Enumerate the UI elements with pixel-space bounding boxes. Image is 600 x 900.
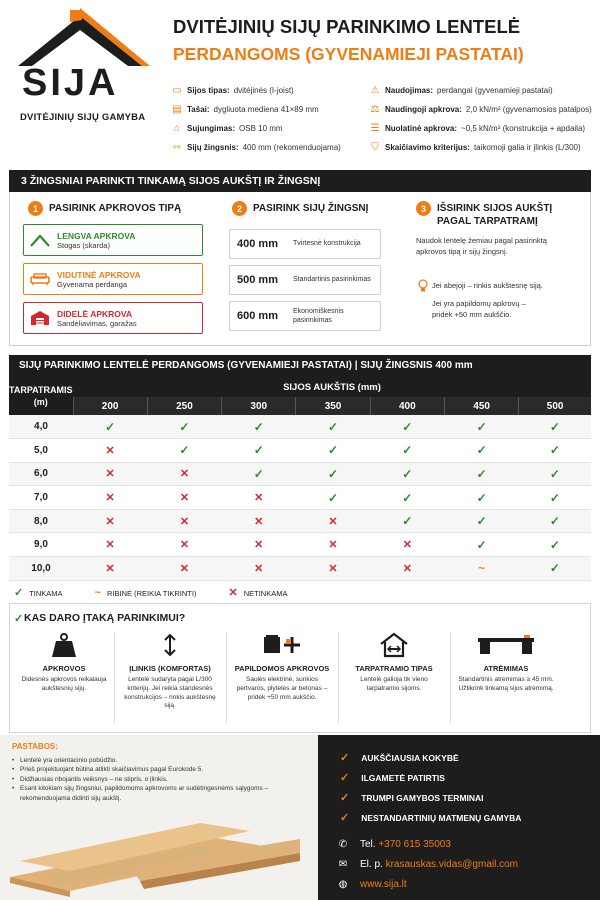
spacing-value: 600 mm: [237, 310, 278, 322]
logo-subtitle: DVITĖJINIŲ SIJŲ GAMYBA: [20, 112, 146, 123]
spec-key: Sijos tipas:: [187, 85, 230, 95]
legend-item-borderline: [95, 587, 197, 599]
check-icon: ✓: [549, 561, 560, 576]
feature-item: [340, 771, 445, 784]
shield-icon: ⛉: [371, 141, 379, 153]
cross-icon: ✕: [328, 539, 338, 552]
check-icon: ✓: [476, 443, 487, 458]
influence-item-text: Didesnės apkrovos reikalauja aukštesnių sijų.: [21, 676, 107, 692]
cross-icon: ✕: [228, 587, 238, 599]
spec-value: dygliuota mediena 41×89 mm: [213, 104, 319, 114]
feature-item: [340, 811, 521, 824]
divider: [114, 632, 115, 724]
load-card-heavy-desc: Sandėliavimas, garažas: [57, 318, 137, 328]
table-cell: [147, 486, 221, 510]
spec-row: [369, 122, 585, 134]
warning-icon: ⚠: [370, 84, 380, 96]
note-item: • Prieš projektuojant būtina atlikti skaičiavimus pagal Eurokode 5.: [12, 765, 312, 774]
influence-item-span-type: [344, 630, 444, 694]
check-icon: ✓: [179, 419, 190, 434]
spec-key: Skaičiavimo kriterijus:: [385, 142, 470, 152]
load-card-light-desc: Stogas (skarda): [57, 240, 110, 250]
table-cell: [73, 533, 147, 557]
table-cell: [519, 533, 591, 557]
note-item: • Didžiausias ribojantis veiksnys – ne stipris, o įlinkis.: [12, 775, 312, 784]
table-cell: [147, 509, 221, 533]
check-icon: ✓: [328, 466, 339, 481]
spec-row: [369, 141, 581, 153]
load-card-heavy-title: DIDELĖ APKROVA: [57, 308, 133, 319]
step3-text: Naudok lentelę žemiau pagal pasirinktą apkrovos tipą ir sijų žingsnį.: [416, 236, 547, 256]
notes-title: PASTABOS:: [12, 742, 58, 751]
check-icon: ✓: [402, 419, 413, 434]
table-cell: [444, 533, 518, 557]
spec-value: dvitėjinės (I-joist): [233, 85, 294, 95]
table-cell: [222, 557, 296, 581]
notes-list: [12, 756, 312, 803]
table-cell: [519, 462, 591, 486]
check-icon: ✓: [340, 812, 350, 824]
table-cell: [519, 486, 591, 510]
contact-website[interactable]: [336, 879, 407, 890]
phone-number: +370 615 35003: [378, 839, 451, 850]
spec-value: taikomoji galia ir įlinkis (L/300): [473, 142, 581, 152]
cross-icon: ✕: [254, 539, 264, 552]
step3-number: 3: [416, 201, 431, 216]
table-cell: [444, 486, 518, 510]
warehouse-icon: [30, 309, 50, 327]
legend-label: NETINKAMA: [243, 589, 288, 598]
selection-table: [9, 377, 591, 581]
page-subtitle: PERDANGOMS (GYVENAMIEJI PASTATAI): [173, 44, 524, 64]
row-header-line2: (m): [33, 397, 48, 407]
spec-value: 400 mm (rekomenduojama): [242, 142, 341, 152]
load-card-medium[interactable]: [23, 263, 203, 295]
cross-icon: ✕: [105, 492, 115, 505]
cross-icon: ✕: [105, 515, 115, 528]
spec-value: 2,0 kN/m² (gyvenamosios patalpos): [465, 104, 592, 114]
logo-text: SIJA: [22, 62, 119, 104]
weight-icon: [18, 630, 110, 660]
check-icon: ✓: [253, 419, 264, 434]
cross-icon: ✕: [328, 515, 338, 528]
mail-icon: ✉: [338, 859, 348, 870]
email-address: krasauskas.vidas@gmail.com: [385, 859, 518, 870]
row-header: [9, 377, 73, 415]
table-cell: [73, 415, 147, 439]
spacing-card-500[interactable]: [229, 265, 381, 295]
table-cell: [370, 557, 444, 581]
check-icon: ✓: [549, 537, 560, 552]
table-cell: [147, 533, 221, 557]
table-cell: [147, 439, 221, 463]
spacing-desc: Tvirtesnė konstrukcija: [293, 240, 361, 248]
table-cell: [370, 415, 444, 439]
feature-label: TRUMPI GAMYBOS TERMINAI: [361, 792, 484, 803]
influence-item-title: TARPATRAMIO TIPAS: [355, 664, 433, 673]
email-label: El. p.: [360, 859, 383, 870]
cross-icon: ✕: [105, 468, 115, 481]
table-cell: [222, 439, 296, 463]
spec-value: perdangai (gyvenamieji pastatai): [437, 85, 553, 95]
step1-title: PASIRINK APKROVOS TIPĄ: [49, 203, 182, 214]
table-cell: [296, 439, 370, 463]
contact-phone[interactable]: [336, 839, 451, 850]
beam-icon: ▭: [172, 84, 182, 96]
table-row: [9, 557, 591, 581]
table-body: [9, 415, 591, 580]
table-cell: [73, 462, 147, 486]
feature-label: ILGAMETĖ PATIRTIS: [361, 772, 445, 783]
influence-item-text: Lentelė sudaryta pagal L/300 kriterijų. Jei reikia standesnės konstrukcijos – rinkis aukštesnę siją.: [124, 676, 216, 710]
table-cell: [147, 415, 221, 439]
divider: [226, 632, 227, 724]
spec-key: Nuolatinė apkrova:: [385, 123, 458, 133]
cross-icon: ✕: [105, 539, 115, 552]
step2-number: 2: [232, 201, 247, 216]
check-icon: ✓: [476, 537, 487, 552]
tilde-icon: ~: [94, 586, 101, 599]
table-cell: [370, 439, 444, 463]
check-icon: ✓: [14, 613, 24, 625]
legend: [14, 586, 287, 599]
table-cell: [370, 509, 444, 533]
cross-icon: ✕: [105, 444, 115, 457]
divider: [450, 632, 451, 724]
table-cell: [370, 486, 444, 510]
column-group-header: SIJOS AUKŠTIS (mm): [73, 377, 591, 397]
spec-row: [369, 84, 553, 96]
check-icon: ✓: [549, 466, 560, 481]
table-cell: [444, 557, 518, 581]
table-cell: [73, 557, 147, 581]
cross-icon: ✕: [179, 515, 190, 528]
check-icon: ✓: [549, 419, 560, 434]
influence-item-title: PAPILDOMOS APKROVOS: [234, 664, 330, 673]
sofa-icon: [30, 270, 50, 288]
check-icon: ✓: [549, 443, 560, 458]
spec-value: OSB 10 mm: [239, 123, 283, 133]
check-icon: ✓: [179, 443, 190, 458]
table-header: SIJŲ PARINKIMO LENTELĖ PERDANGOMS (GYVENAMIEJI PASTATAI) | SIJŲ ŽINGSNIS 400 mm: [9, 355, 591, 377]
check-icon: ✓: [14, 587, 24, 599]
legend-item-unsuitable: [228, 586, 287, 599]
influence-item-loads: [18, 630, 110, 694]
table-row: [9, 486, 591, 510]
check-icon: ✓: [476, 466, 487, 481]
influence-item-extra-loads: [232, 630, 332, 702]
globe-icon: ◍: [338, 879, 348, 890]
spec-row: [369, 103, 592, 115]
spec-key: Sujungimas:: [187, 123, 236, 133]
table-cell: [222, 486, 296, 510]
cross-icon: ✕: [328, 562, 338, 575]
table-row: [9, 509, 591, 533]
check-icon: ✓: [402, 490, 413, 505]
spec-key: Sijų žingsnis:: [187, 142, 239, 152]
spec-row: [171, 122, 283, 134]
table-cell: [444, 415, 518, 439]
step3-title-line1: IŠSIRINK SIJOS AUKŠTĮ: [437, 203, 553, 214]
roof-icon: [30, 231, 50, 249]
spacing-card-600[interactable]: [229, 301, 381, 331]
feature-label: NESTANDARTINIŲ MATMENŲ GAMYBA: [361, 812, 522, 823]
note-item: • Lentelė yra orientacinio pobūdžio.: [12, 756, 312, 765]
page-title: DVITĖJINIŲ SIJŲ PARINKIMO LENTELĖ: [173, 16, 521, 37]
table-cell: [73, 486, 147, 510]
divider: [338, 632, 339, 724]
table-cell: [73, 439, 147, 463]
cross-icon: ✕: [402, 539, 412, 552]
website-link: www.sija.lt: [360, 879, 407, 890]
spec-row: [171, 84, 294, 96]
spec-value: ~0,5 kN/m² (konstrukcija + apdaila): [461, 123, 586, 133]
load-card-medium-title: VIDUTINĖ APKROVA: [57, 269, 141, 280]
table-cell: [296, 509, 370, 533]
check-icon: ✓: [253, 443, 264, 458]
feature-item: [340, 791, 484, 804]
table-cell: [444, 462, 518, 486]
deflection-icon: [120, 630, 220, 660]
check-icon: ✓: [549, 514, 560, 529]
table-cell: [370, 533, 444, 557]
check-icon: ✓: [328, 419, 339, 434]
contact-email[interactable]: [336, 859, 518, 870]
cross-icon: ✕: [254, 515, 264, 528]
check-icon: ✓: [402, 443, 413, 458]
house-icon: [344, 630, 444, 660]
cross-icon: ✕: [105, 562, 115, 575]
influence-item-title: ĮLINKIS (KOMFORTAS): [129, 664, 211, 673]
check-icon: ✓: [402, 466, 413, 481]
table-cell: [296, 557, 370, 581]
note-item: • Esant kitokiam sijų žingsniui, papildomoms apkrovoms ar sudėtingesnėms sąlygoms – rekomenduojama didinti sijų aukštį.: [12, 784, 312, 803]
step3-title-line2: PAGAL TARPATRAMĮ: [437, 216, 538, 227]
column-header: 450: [444, 397, 518, 415]
check-icon: ✓: [476, 514, 487, 529]
check-icon: ✓: [476, 419, 487, 434]
column-header: 500: [519, 397, 591, 415]
extra-load-icon: [232, 630, 332, 660]
feature-item: [340, 751, 459, 764]
table-cell: [296, 415, 370, 439]
influence-item-text: Lentelė galioja tik vieno tarpatramio sijoms.: [360, 676, 428, 692]
load-card-heavy[interactable]: [23, 302, 203, 334]
spacing-icon: ⇿: [172, 141, 182, 153]
spec-key: Naudojimas:: [385, 85, 434, 95]
table-cell: [519, 415, 591, 439]
column-header: 400: [370, 397, 444, 415]
spacing-desc: Standartinis pasirinkimas: [293, 276, 371, 284]
check-icon: ✓: [340, 772, 350, 784]
cross-icon: ✕: [254, 562, 264, 575]
feature-label: AUKŠČIAUSIA KOKYBĖ: [361, 752, 459, 763]
load-card-light-title: LENGVA APKROVA: [57, 230, 136, 241]
cross-icon: ✕: [179, 468, 190, 481]
table-row: [9, 439, 591, 463]
spec-row: [171, 103, 319, 115]
table-cell: [222, 415, 296, 439]
span-label: 5,0: [9, 439, 73, 463]
layers-icon: ☰: [370, 122, 380, 134]
influence-item-text: Standartinis atrėmimas ≥ 45 mm. Užtikrink tinkamą sijos atrėmimą.: [458, 676, 554, 692]
row-header-line1: TARPATRAMIS: [9, 385, 73, 396]
spacing-value: 400 mm: [237, 238, 278, 250]
table-cell: [147, 557, 221, 581]
support-icon: [456, 630, 556, 660]
cross-icon: ✕: [179, 492, 190, 505]
table-cell: [296, 533, 370, 557]
span-label: 9,0: [9, 533, 73, 557]
lightbulb-icon: [418, 279, 428, 293]
spec-key: Tašai:: [187, 104, 210, 114]
step1-number: 1: [28, 201, 43, 216]
influence-item-title: ATRĖMIMAS: [483, 664, 529, 673]
table-cell: [147, 462, 221, 486]
flange-icon: ▤: [172, 103, 182, 115]
legend-label: TINKAMA: [29, 589, 63, 598]
phone-icon: ✆: [338, 839, 348, 850]
span-label: 4,0: [9, 415, 73, 439]
table-row: [9, 415, 591, 439]
check-icon: ✓: [549, 490, 560, 505]
table-cell: [519, 509, 591, 533]
table-cell: [296, 486, 370, 510]
cross-icon: ✕: [179, 539, 190, 552]
column-header: 250: [147, 397, 221, 415]
column-header-row: [9, 397, 591, 415]
legend-item-ok: [14, 586, 63, 599]
influence-title: KAS DARO ĮTAKĄ PARINKIMUI?: [24, 612, 186, 624]
table-cell: [73, 509, 147, 533]
spec-key: Naudingoji apkrova:: [385, 104, 462, 114]
span-label: 6,0: [9, 462, 73, 486]
table-row: [9, 533, 591, 557]
step3-tip1: Jei abejoji – rinkis aukštesnę siją.: [432, 281, 543, 290]
check-icon: ✓: [253, 466, 264, 481]
span-label: 10,0: [9, 557, 73, 581]
table-cell: [519, 557, 591, 581]
column-header: 350: [296, 397, 370, 415]
influence-item-deflection: [120, 630, 220, 711]
spec-row: [171, 141, 341, 153]
column-header: 200: [73, 397, 147, 415]
table-cell: [222, 462, 296, 486]
span-label: 8,0: [9, 509, 73, 533]
cross-icon: ✕: [254, 492, 264, 505]
steps-header: 3 ŽINGSNIAI PARINKTI TINKAMĄ SIJOS AUKŠTĮ IR ŽINGSNĮ: [9, 170, 591, 192]
load-card-light[interactable]: [23, 224, 203, 256]
table-cell: [296, 462, 370, 486]
legend-label: RIBINĖ (REIKIA TIKRINTI): [107, 588, 197, 598]
check-icon: ✓: [328, 490, 339, 505]
check-icon: ✓: [328, 443, 339, 458]
table-cell: [222, 533, 296, 557]
tilde-icon: ~: [478, 561, 486, 576]
influence-item-title: APKROVOS: [42, 664, 86, 673]
span-label: 7,0: [9, 486, 73, 510]
step2-title: PASIRINK SIJŲ ŽINGSNĮ: [253, 203, 369, 214]
spacing-value: 500 mm: [237, 274, 278, 286]
check-icon: ✓: [340, 792, 350, 804]
spacing-card-400[interactable]: [229, 229, 381, 259]
check-icon: ✓: [105, 419, 116, 434]
table-row: [9, 462, 591, 486]
cross-icon: ✕: [402, 562, 412, 575]
step3-tip2: Jei yra papildomų apkrovų – pridėk +50 mm aukščio.: [432, 299, 526, 319]
influence-item-support: [456, 630, 556, 694]
cross-icon: ✕: [179, 562, 190, 575]
table-cell: [444, 439, 518, 463]
column-header: 300: [222, 397, 296, 415]
table-cell: [519, 439, 591, 463]
spacing-desc: Ekonomiškesnis pasirinkimas: [293, 307, 344, 324]
load-card-medium-desc: Gyvenama perdanga: [57, 279, 128, 289]
beams-image: [10, 817, 300, 897]
table-cell: [222, 509, 296, 533]
check-icon: ✓: [476, 490, 487, 505]
table-cell: [444, 509, 518, 533]
phone-label: Tel.: [360, 839, 376, 850]
check-icon: ✓: [402, 514, 413, 529]
table-cell: [370, 462, 444, 486]
influence-item-text: Saulės elektrinė, sunkios pertvaros, plytelės ar betonas – pridėk +50 mm aukščio.: [236, 676, 328, 701]
weight-icon: ⚖: [370, 103, 380, 115]
web-icon: ⌂: [173, 122, 181, 134]
check-icon: ✓: [340, 752, 350, 764]
